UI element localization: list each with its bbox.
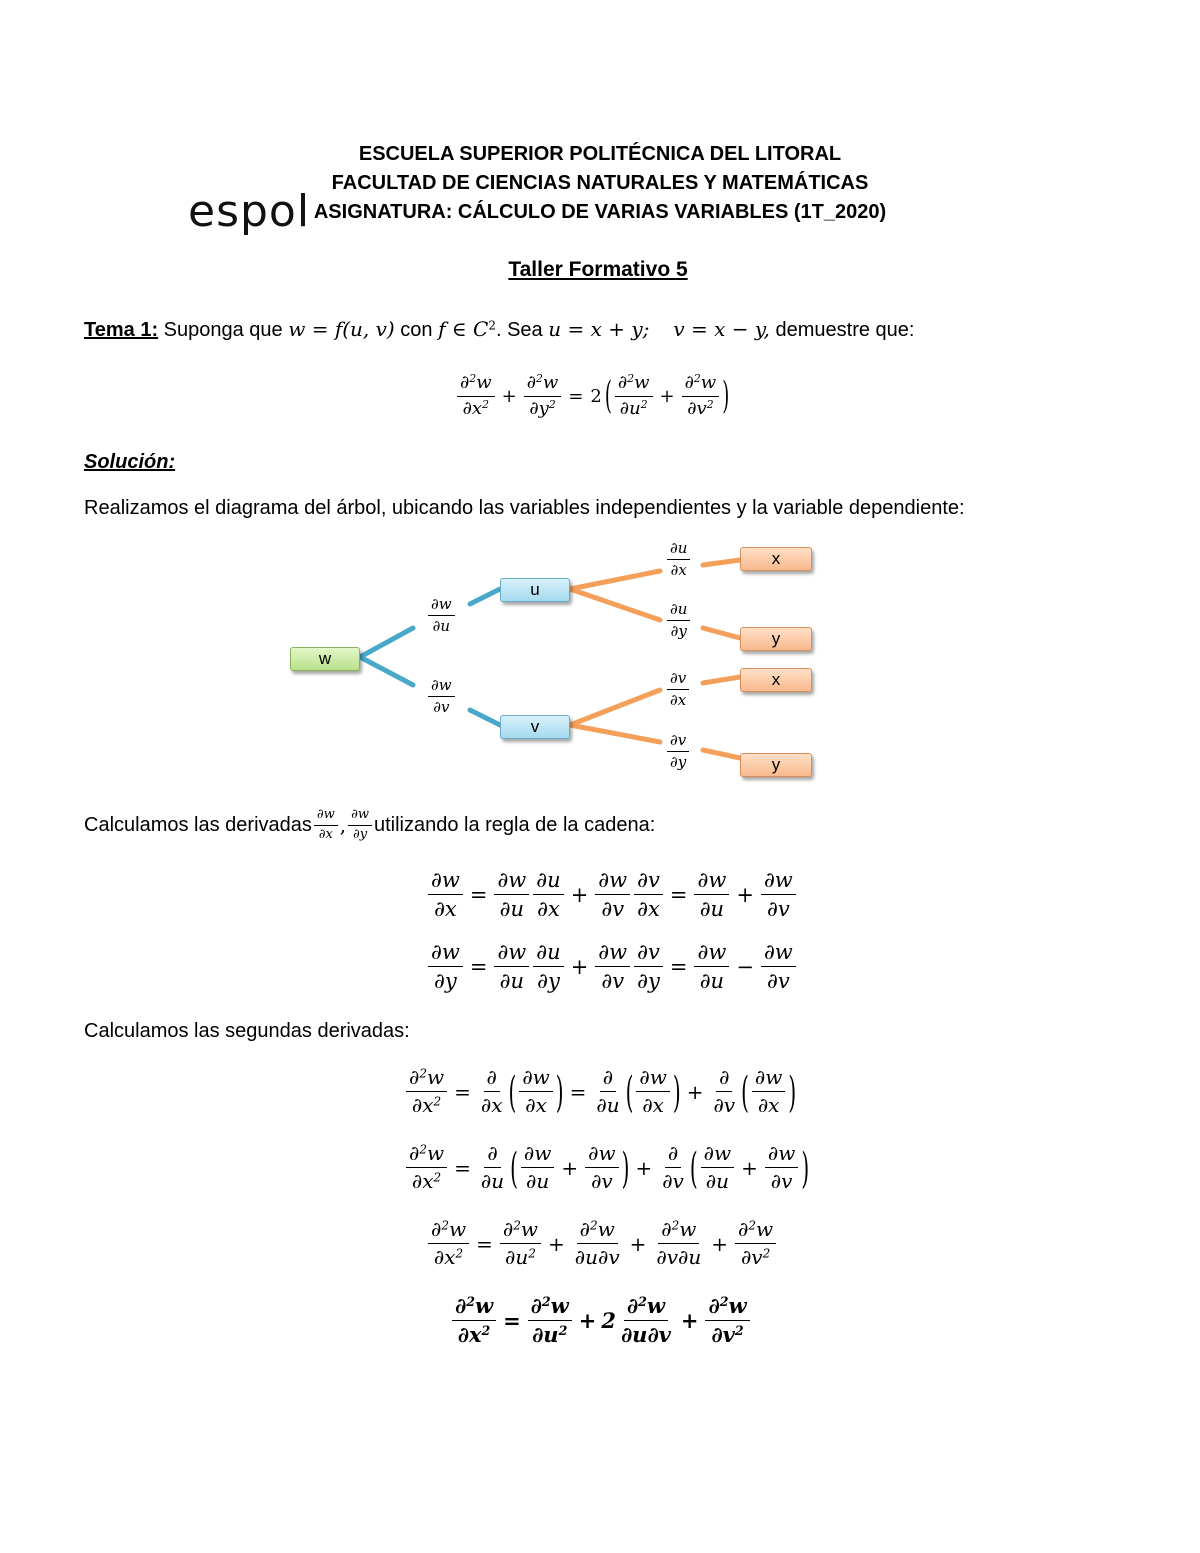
target-equation: $\frac{\partial^2w}{\partial x^2}$ + $\frac{\partial^2w}{\partial y^2}$ = 2 ( $\frac{\partial^2w}{\partial u^2}$ + $\frac{\partial^2w}{\partial v^2}$ ) bbox=[455, 373, 730, 419]
label-dw-du: $\frac{\partial w}{\partial u}$ bbox=[426, 596, 457, 636]
branch-v-x bbox=[570, 677, 740, 725]
document-title: Taller Formativo 5 bbox=[508, 258, 688, 281]
solution-label: Solución: bbox=[84, 451, 176, 473]
header-line-1: ESCUELA SUPERIOR POLITÉCNICA DEL LITORAL bbox=[358, 143, 842, 165]
header-line-2: FACULTAD DE CIENCIAS NATURALES Y MATEMÁTICAS bbox=[331, 172, 869, 194]
header-line-3: ASIGNATURA: CÁLCULO DE VARIAS VARIABLES (1T_2020) bbox=[313, 201, 887, 223]
problem-statement: Tema 1: Suponga que w = f(u, v) con f ∈ $C^2$. Sea u = x + y; v = x − y, demuestre que: bbox=[84, 317, 915, 341]
equation-dw-dy: $\frac{\partial w}{\partial y}$ = $\frac{\partial w}{\partial u}$ $\frac{\partial u}{\partial y}$ + $\frac{\partial w}{\partial v}$ $\frac{\partial v}{\partial y}$ = $\frac{\partial w}{\partial u}$ − $\frac{\partial w}{\partial v}$ bbox=[426, 940, 798, 993]
branch-v-y bbox=[570, 725, 740, 758]
problem-text-a: Suponga que bbox=[158, 319, 289, 341]
equation-second-3: $\frac{\partial^2w}{\partial x^2}$ = $\frac{\partial^2w}{\partial u^2}$ + $\frac{\partial^2w}{\partial u\partial v}$ + $\frac{\partial^2w}{\partial v\partial u}$ + $\frac{\partial^2w}{\partial v^2}$ bbox=[426, 1218, 778, 1269]
label-dv-dx: $\frac{\partial v}{\partial x}$ bbox=[665, 670, 691, 710]
node-y-of-v: y bbox=[740, 753, 812, 777]
equation-second-2: $\frac{\partial^2w}{\partial x^2}$ = $\frac{\partial}{\partial u}$ ( $\frac{\partial w}{\partial u}$ + $\frac{\partial w}{\partial v}$ ) + $\frac{\partial}{\partial v}$ ( $\frac{\partial w}{\partial u}$ + $\frac{\partial w}{\partial v}$ ) bbox=[404, 1142, 810, 1193]
problem-math-1: w = f(u, v) bbox=[288, 317, 395, 341]
tree-diagram bbox=[0, 530, 1200, 790]
node-x-of-v: x bbox=[740, 668, 812, 692]
tree-intro: Realizamos el diagrama del árbol, ubicando las variables independientes y la variable dependiente: bbox=[84, 497, 965, 519]
node-u: u bbox=[500, 578, 570, 602]
problem-math-2: f ∈ C bbox=[438, 317, 489, 341]
problem-label: Tema 1: bbox=[84, 319, 159, 341]
second-derivatives-intro: Calculamos las segundas derivadas: bbox=[84, 1020, 410, 1042]
chain-rule-intro: Calculamos las derivadas $\frac{\partial w}{\partial x}$ , $\frac{\partial w}{\partial y}$ utilizando la regla de la cadena: bbox=[84, 807, 656, 842]
label-dv-dy: $\frac{\partial v}{\partial y}$ bbox=[665, 732, 691, 772]
label-dw-dv: $\frac{\partial w}{\partial v}$ bbox=[426, 677, 457, 717]
problem-text-d: demuestre que: bbox=[769, 319, 915, 341]
node-v: v bbox=[500, 715, 570, 739]
label-du-dx: $\frac{\partial u}{\partial x}$ bbox=[665, 540, 692, 580]
problem-text-b: con bbox=[394, 319, 439, 341]
equation-dw-dx: $\frac{\partial w}{\partial x}$ = $\frac{\partial w}{\partial u}$ $\frac{\partial u}{\partial x}$ + $\frac{\partial w}{\partial v}$ $\frac{\partial v}{\partial x}$ = $\frac{\partial w}{\partial u}$ + $\frac{\partial w}{\partial v}$ bbox=[426, 868, 798, 921]
branch-u-x bbox=[570, 560, 740, 589]
label-du-dy: $\frac{\partial u}{\partial y}$ bbox=[665, 601, 692, 641]
espol-logo: espol bbox=[188, 186, 311, 237]
node-w: w bbox=[290, 647, 360, 671]
problem-math-4: v = x − y, bbox=[673, 317, 770, 341]
node-y-of-u: y bbox=[740, 627, 812, 651]
problem-math-3: u = x + y; bbox=[548, 317, 650, 341]
branch-u-y bbox=[570, 589, 740, 638]
problem-text-c: . Sea bbox=[495, 319, 549, 341]
equation-second-1: $\frac{\partial^2w}{\partial x^2}$ = $\frac{\partial}{\partial x}$ ( $\frac{\partial w}{\partial x}$ ) = $\frac{\partial}{\partial u}$ ( $\frac{\partial w}{\partial x}$ ) + $\frac{\partial}{\partial v}$ ( $\frac{\partial w}{\partial x}$ ) bbox=[404, 1066, 797, 1117]
equation-second-result: $\frac{\partial^2w}{\partial x^2}$ = $\frac{\partial^2w}{\partial u^2}$ + 2 $\frac{\partial^2w}{\partial u\partial v}$ + $\frac{\partial^2w}{\partial v^2}$ bbox=[450, 1294, 752, 1347]
node-x-of-u: x bbox=[740, 547, 812, 571]
